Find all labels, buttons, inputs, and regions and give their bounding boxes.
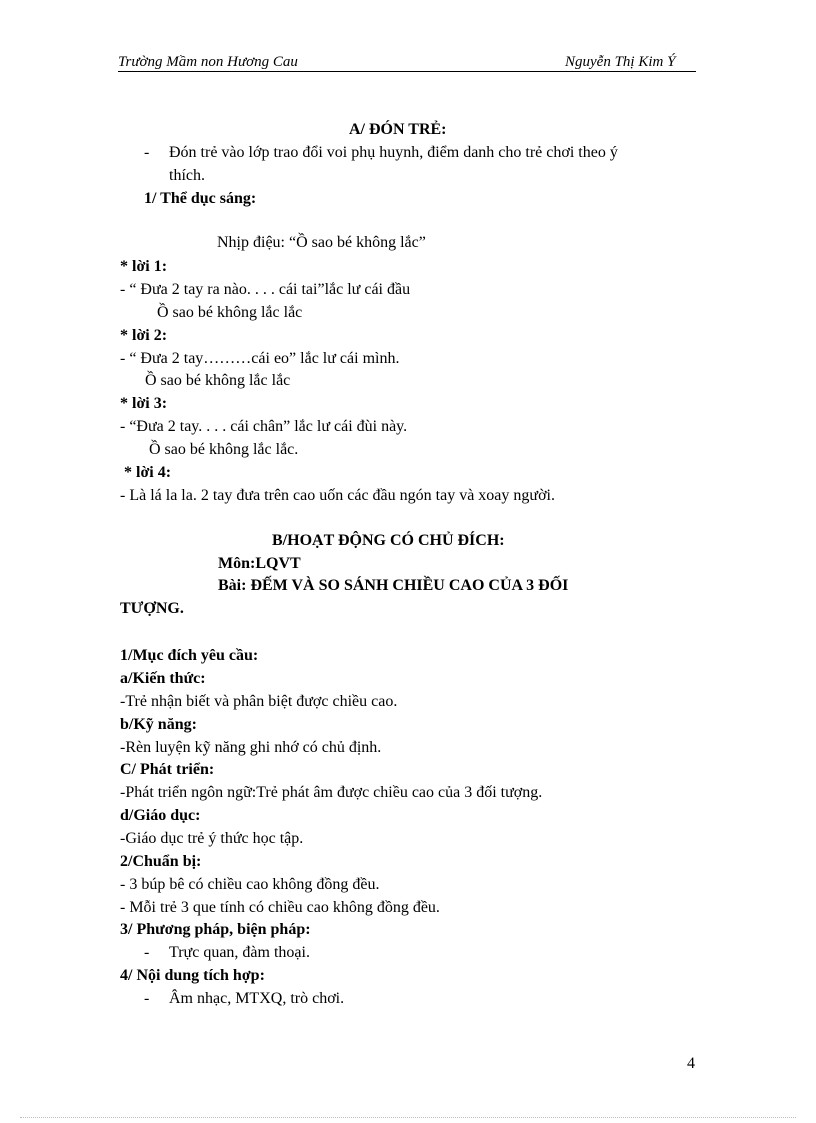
section-a-bullet: -	[144, 144, 150, 161]
section-a-line2: thích.	[169, 167, 205, 184]
verse-1-refrain: Ồ sao bé không lắc lắc	[157, 304, 303, 321]
verse-2-line: - “ Đưa 2 tay………cái eo” lắc lư cái mình.	[120, 350, 400, 367]
integration-text: Âm nhạc, MTXQ, trò chơi.	[169, 990, 345, 1007]
knowledge-title: a/Kiến thức:	[120, 670, 206, 687]
verse-1-line: - “ Đưa 2 tay ra nào. . . . cái tai”lắc lư cái đầu	[120, 281, 411, 298]
methods-title: 3/ Phương pháp, biện pháp:	[120, 921, 311, 938]
skills-title: b/Kỹ năng:	[120, 716, 197, 733]
rhythm-title: Nhịp điệu: “Ồ sao bé không lắc”	[217, 234, 426, 251]
lesson-title-line1: Bài: ĐẾM VÀ SO SÁNH CHIỀU CAO CỦA 3 ĐỐI	[218, 577, 569, 594]
verse-3-refrain: Ồ sao bé không lắc lắc.	[149, 441, 299, 458]
integration-title: 4/ Nội dung tích hợp:	[120, 967, 265, 984]
objectives-title: 1/Mục đích yêu cầu:	[120, 647, 259, 664]
subject-title: Môn:LQVT	[218, 555, 301, 572]
education-text: -Giáo dục trẻ ý thức học tập.	[120, 830, 304, 847]
methods-bullet: -	[144, 944, 150, 961]
page-number: 4	[687, 1055, 695, 1072]
development-text: -Phát triển ngôn ngữ:Trẻ phát âm được chiều cao của 3 đối tượng.	[120, 784, 543, 801]
verse-3-label: * lời 3:	[120, 395, 168, 412]
page-break-line	[20, 1117, 796, 1118]
preparation-item: - Mỗi trẻ 3 que tính có chiều cao không đồng đều.	[120, 899, 440, 916]
header-rule	[118, 71, 696, 72]
section-b-title: B/HOẠT ĐỘNG CÓ CHỦ ĐÍCH:	[272, 532, 505, 549]
knowledge-text: -Trẻ nhận biết và phân biệt được chiều cao.	[120, 693, 398, 710]
verse-4-line: - Là lá la la. 2 tay đưa trên cao uốn các đầu ngón tay và xoay người.	[120, 487, 555, 504]
lesson-title-line2: TƯỢNG.	[120, 600, 184, 617]
section-a-title: A/ ĐÓN TRẺ:	[349, 121, 447, 138]
development-title: C/ Phát triển:	[120, 761, 215, 778]
section-a-line1: Đón trẻ vào lớp trao đổi voi phụ huynh, điểm danh cho trẻ chơi theo ý	[169, 144, 618, 161]
education-title: d/Giáo dục:	[120, 807, 201, 824]
preparation-title: 2/Chuẩn bị:	[120, 853, 202, 870]
verse-2-label: * lời 2:	[120, 327, 168, 344]
integration-bullet: -	[144, 990, 150, 1007]
methods-text: Trực quan, đàm thoại.	[169, 944, 310, 961]
header-school: Trường Mầm non Hương Cau	[118, 54, 298, 70]
morning-exercise-title: 1/ Thể dục sáng:	[144, 190, 257, 207]
header-author: Nguyễn Thị Kim Ý	[565, 54, 676, 70]
verse-3-line: - “Đưa 2 tay. . . . cái chân” lắc lư cái đùi này.	[120, 418, 408, 435]
preparation-item: - 3 búp bê có chiều cao không đồng đều.	[120, 876, 380, 893]
verse-4-label: * lời 4:	[124, 464, 172, 481]
skills-text: -Rèn luyện kỹ năng ghi nhớ có chủ định.	[120, 739, 382, 756]
verse-1-label: * lời 1:	[120, 258, 168, 275]
verse-2-refrain: Ồ sao bé không lắc lắc	[145, 372, 291, 389]
